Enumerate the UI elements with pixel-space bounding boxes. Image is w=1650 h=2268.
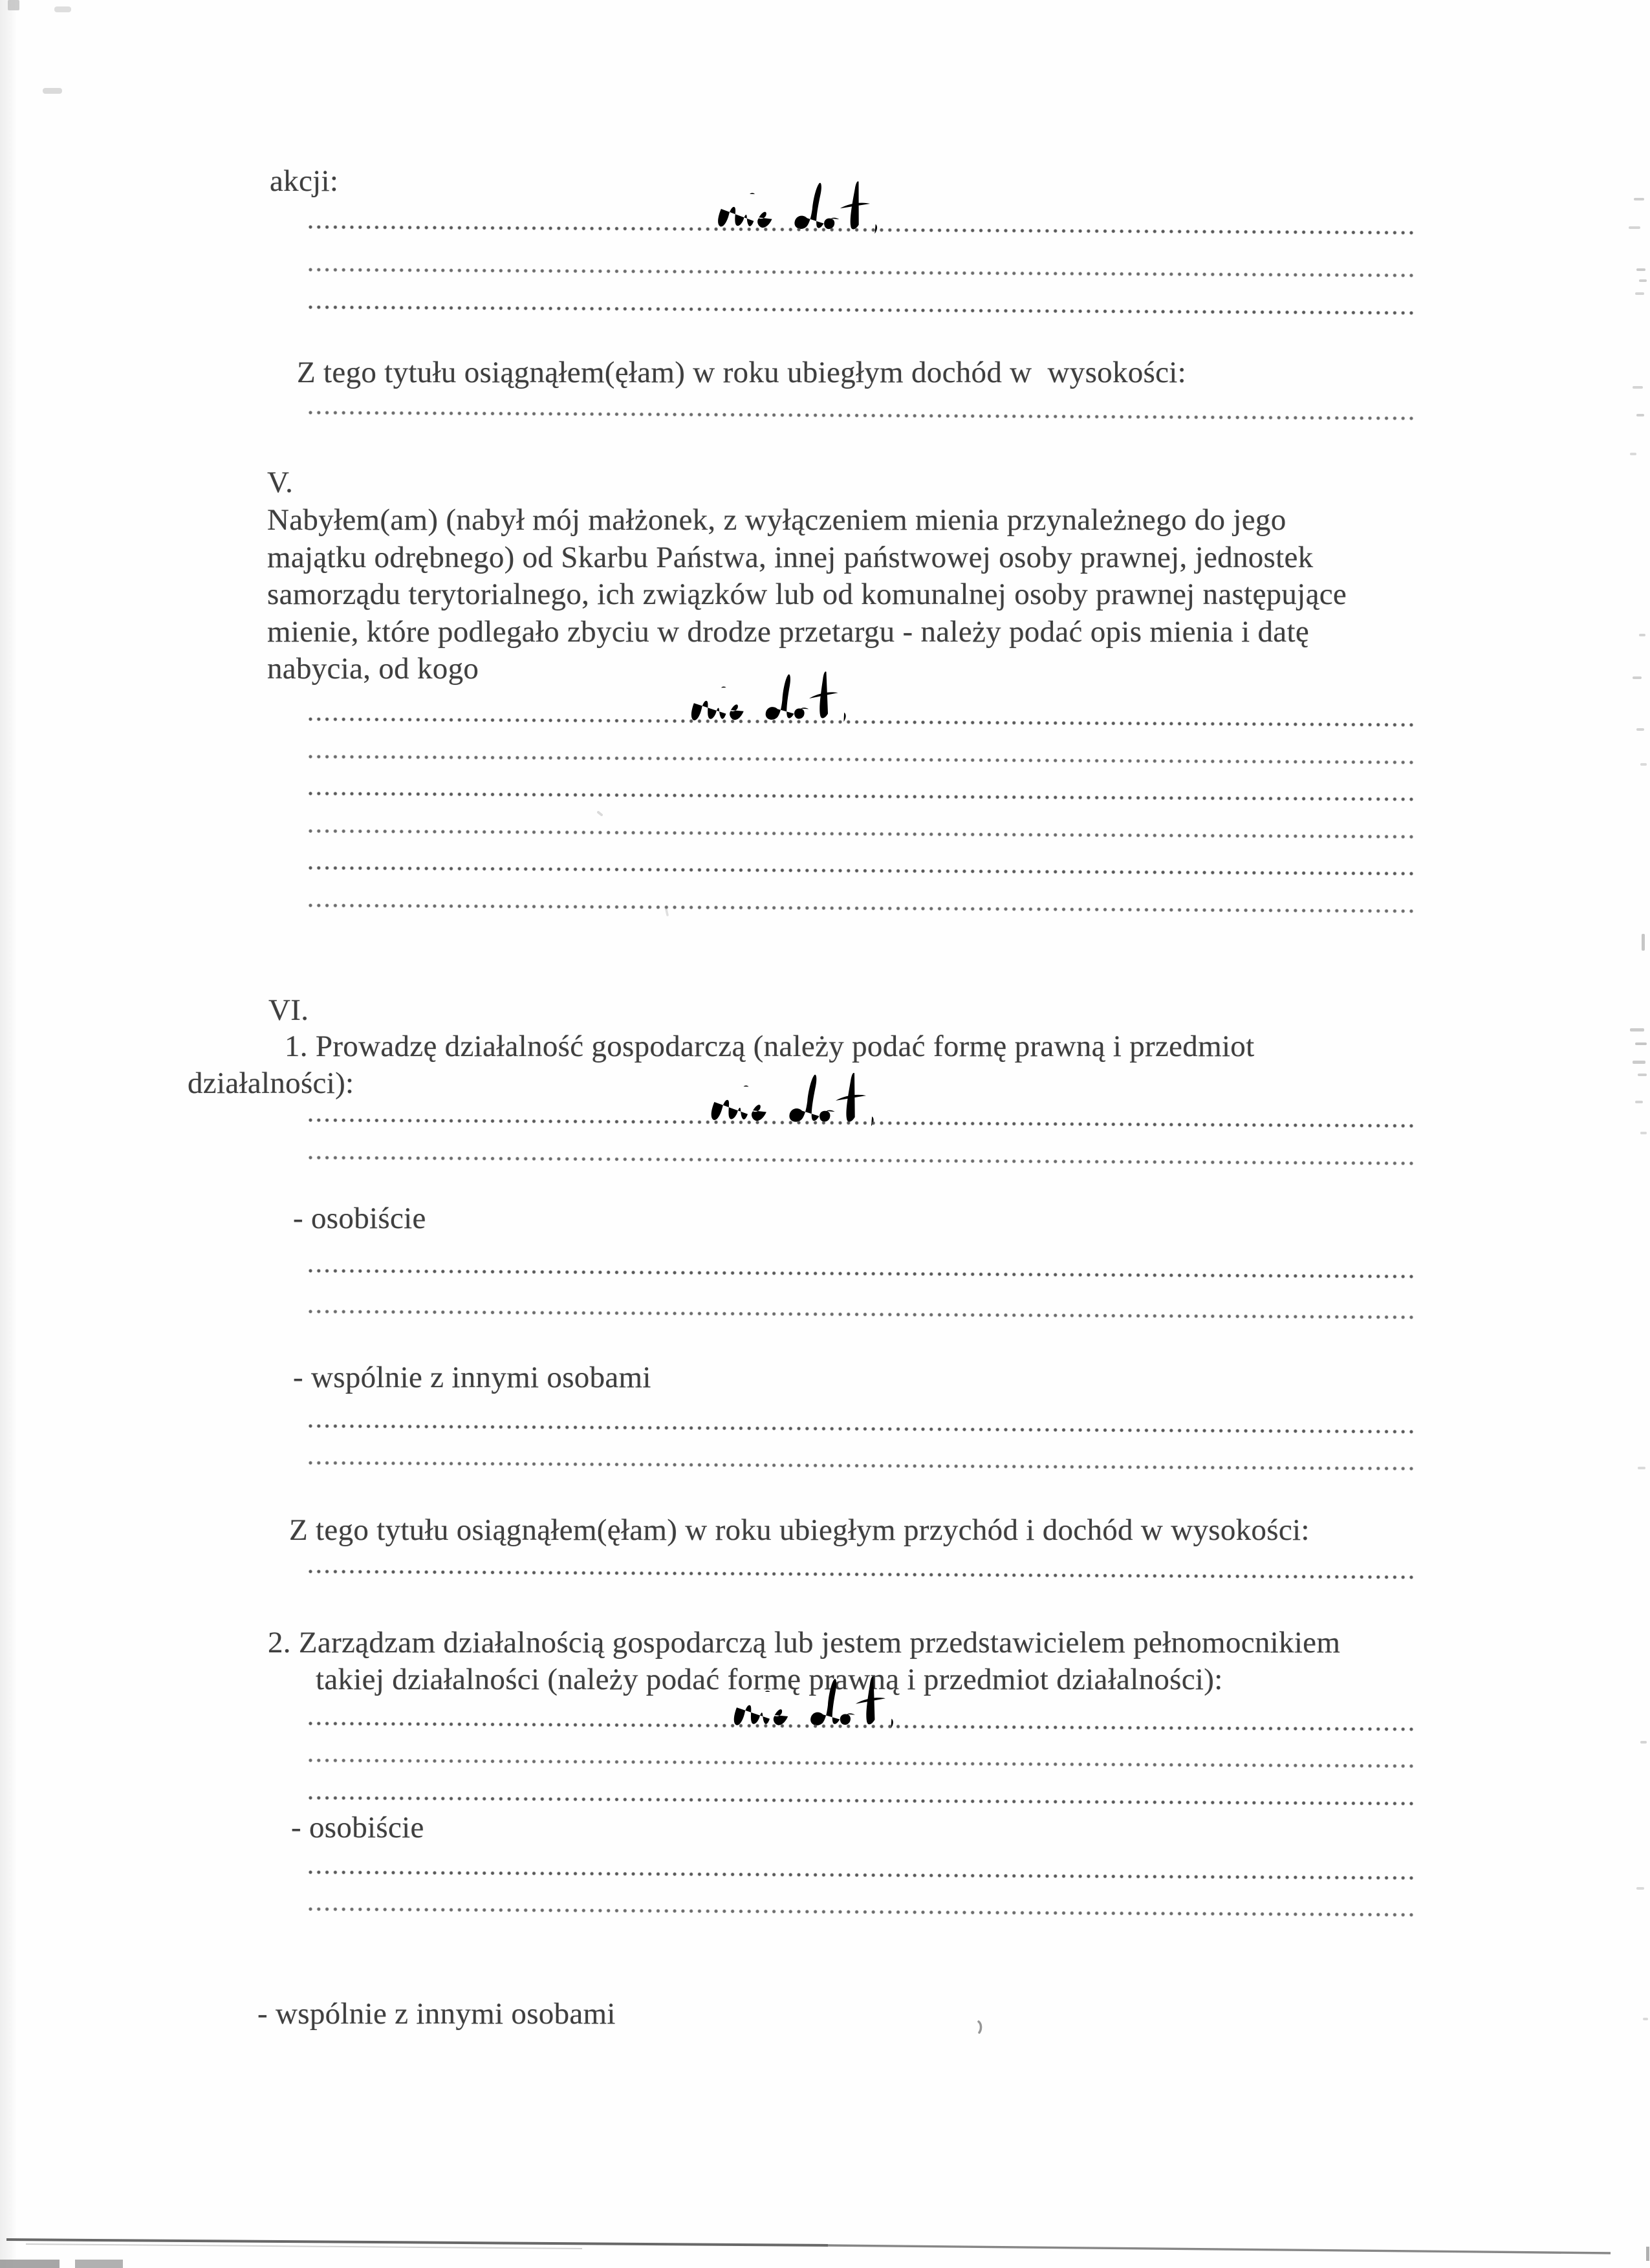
vi-item2-personally-label: - osobiście [291, 1811, 424, 1844]
scan-artifact [1640, 1741, 1647, 1744]
vi-item1-line2: działalności): [188, 1066, 354, 1100]
scan-artifact [1639, 279, 1647, 282]
scan-artifact [1636, 268, 1645, 271]
vi-item2-line2: takiej działalności (należy podać formę prawną i przedmiot działalności): [316, 1663, 1223, 1696]
scan-artifact [1636, 414, 1644, 416]
scan-speck [666, 909, 668, 915]
scan-speck [979, 2022, 981, 2033]
vi-item1-jointly-label: - wspólnie z innymi osobami [293, 1361, 651, 1394]
scan-speck [598, 812, 602, 815]
income-statement-iv: Z tego tytułu osiągnąłem(ęłam) w roku ubiegłym dochód w wysokości: [297, 356, 1187, 389]
scan-artifact [1638, 1074, 1647, 1076]
scan-artifact [1630, 453, 1636, 455]
vi-item1-income-statement: Z tego tytułu osiągnąłem(ęłam) w roku ubiegłym przychód i dochód w wysokości: [289, 1513, 1310, 1547]
scan-artifact [1646, 2247, 1649, 2261]
scan-artifact [75, 2260, 123, 2268]
paragraph-line: Nabyłem(am) (nabył mój małżonek, z wyłączeniem mienia przynależnego do jego [267, 503, 1286, 537]
scan-artifact [1636, 1887, 1644, 1890]
paragraph-line: majątku odrębnego) od Skarbu Państwa, innej państwowej osoby prawnej, jednostek [267, 540, 1314, 574]
scan-artifact [1633, 1061, 1645, 1064]
scan-artifact [1640, 763, 1647, 766]
section-v-heading: V. [267, 466, 294, 499]
paragraph-line: mienie, które podlegało zbyciu w drodze przetargu - należy podać opis mienia i datę [267, 614, 1309, 649]
scan-artifact [1640, 1132, 1647, 1134]
scan-artifact [1633, 386, 1643, 389]
scan-artifact [1630, 1028, 1644, 1031]
vi-item1-line1: 1. Prowadzę działalność gospodarczą (należy podać formę prawną i przedmiot [285, 1030, 1255, 1063]
scan-artifact [0, 2260, 60, 2268]
scan-artifact [1633, 676, 1642, 679]
scan-artifact [1635, 292, 1644, 295]
paragraph-line: samorządu terytorialnego, ich związków lub od komunalnej osoby prawnej następujące [267, 578, 1347, 611]
vi-item1-personally-label: - osobiście [293, 1202, 426, 1235]
scan-artifact [1634, 198, 1644, 200]
page-edge-line [828, 2245, 1611, 2253]
akcji-label: akcji: [270, 164, 339, 198]
page-edge-line-shadow [26, 2244, 582, 2249]
scan-artifact [1638, 1467, 1645, 1469]
scan-artifact [1635, 1042, 1647, 1045]
scan-artifact [1629, 226, 1640, 229]
paragraph-line: nabycia, od kogo [267, 652, 479, 686]
vi-item2-jointly-label: - wspólnie z innymi osobami [257, 1997, 616, 2031]
scan-artifact [1639, 634, 1645, 636]
scan-artifact [1635, 1101, 1643, 1103]
vi-item2-line1: 2. Zarządzam działalnością gospodarczą lub jestem przedstawicielem pełnomocnikiem [268, 1626, 1341, 1659]
scan-artifact [1642, 934, 1645, 951]
section-vi-heading: VI. [268, 993, 309, 1027]
scan-artifact [1643, 2018, 1648, 2020]
scan-artifact [1636, 728, 1644, 731]
